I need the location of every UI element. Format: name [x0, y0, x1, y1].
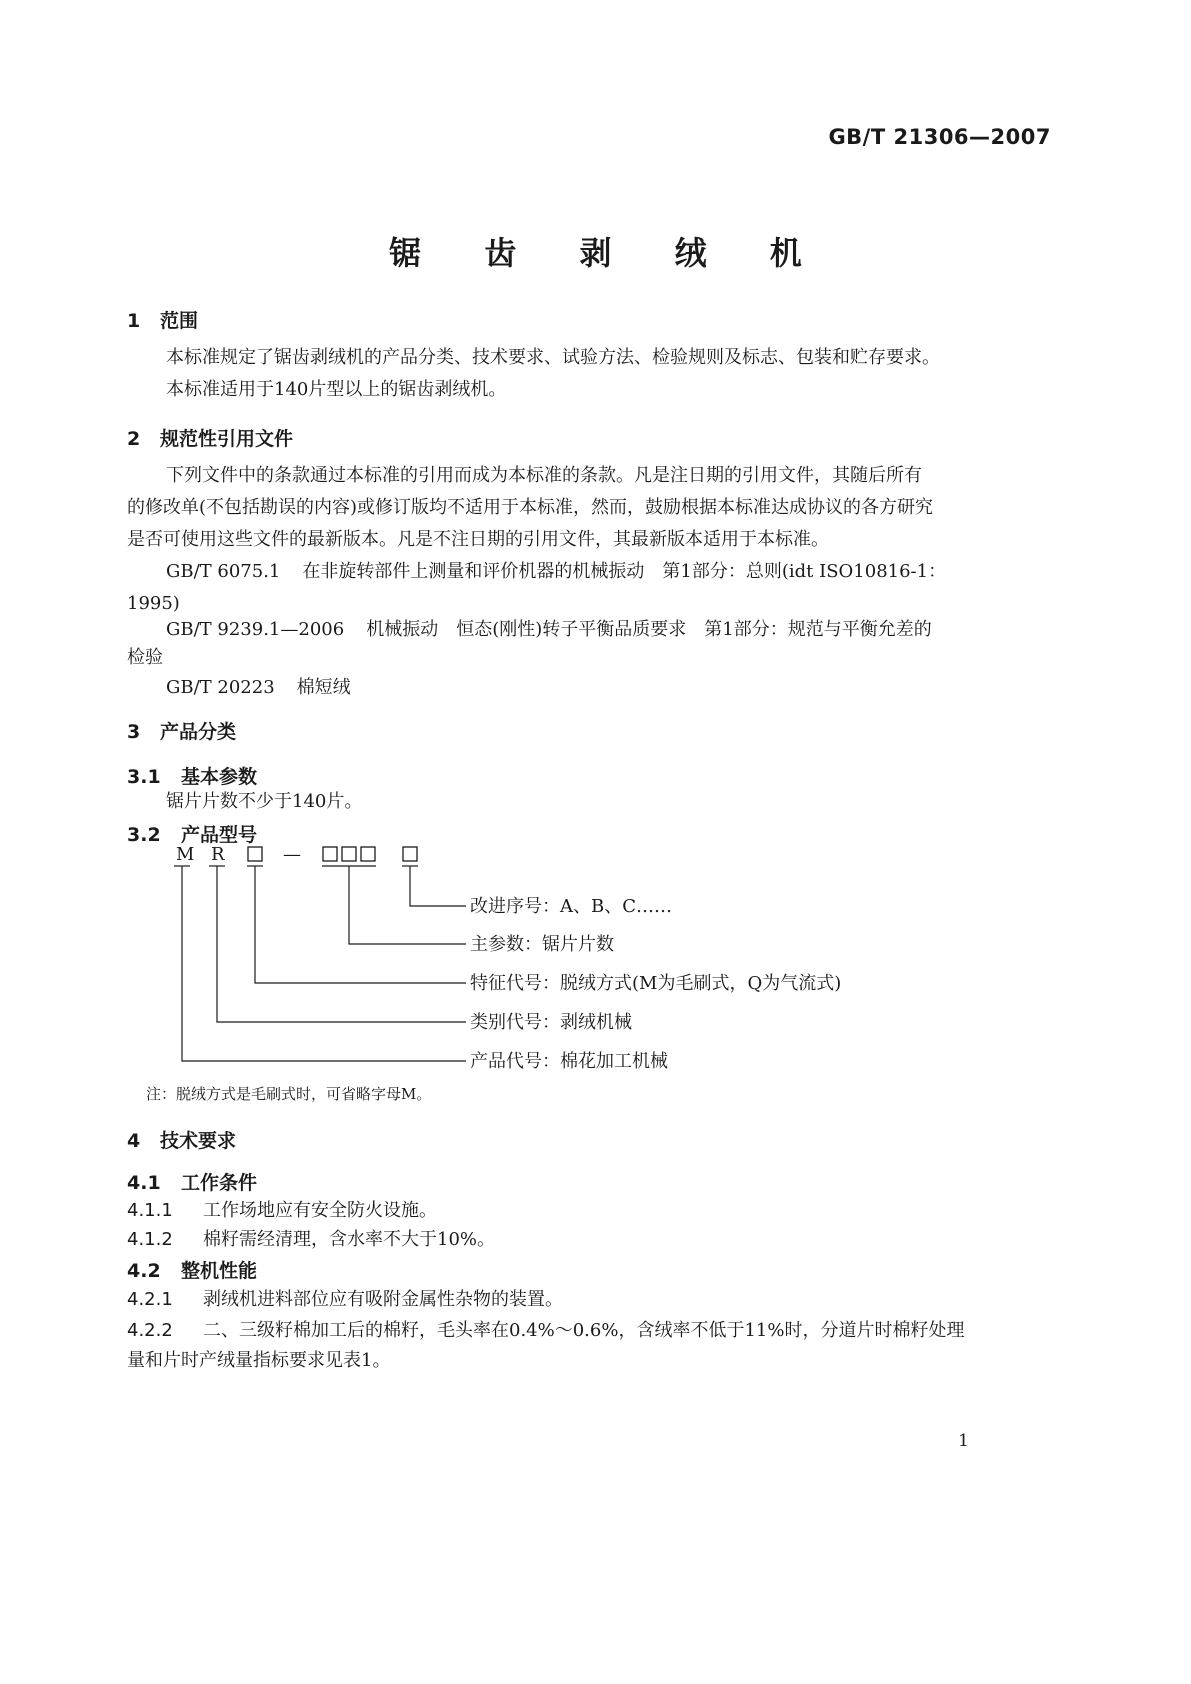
model-letter-r: R: [211, 844, 225, 865]
leader-line-main-param: [349, 866, 466, 944]
improvement-code-box: [403, 847, 417, 861]
subsection-number: 4.1: [127, 1172, 161, 1194]
diagram-note: 注：脱绒方式是毛刷式时，可省略字母M。: [146, 1085, 432, 1103]
reference-continuation: 检验: [127, 647, 163, 668]
label-main-parameter: 主参数：锯片片数: [470, 934, 614, 955]
subsection-4-1-heading: [127, 1168, 257, 1195]
reference-code: GB/T 9239.1—2006: [166, 619, 345, 640]
clause-text: 剥绒机进料部位应有吸附金属性杂物的装置。: [203, 1289, 563, 1310]
reference-title: 机械振动 恒态(刚性)转子平衡品质要求 第1部分：规范与平衡允差的: [366, 619, 932, 640]
subsection-number: 4.2: [127, 1260, 161, 1282]
clause: [127, 1196, 437, 1222]
section-number: 2: [127, 428, 141, 450]
paragraph: 本标准适用于140片型以上的锯齿剥绒机。: [166, 379, 507, 400]
paragraph-line: 是否可使用这些文件的最新版本。凡是不注日期的引用文件，其最新版本适用于本标准。: [127, 529, 829, 550]
clause-number: 4.2.1: [127, 1289, 173, 1310]
paragraph: 本标准规定了锯齿剥绒机的产品分类、技术要求、试验方法、检验规则及标志、包装和贮存要求。: [166, 347, 940, 368]
reference-code: GB/T 6075.1: [166, 561, 281, 582]
main-param-box: [342, 847, 356, 861]
clause: [127, 1225, 495, 1251]
reference-code: GB/T 20223: [166, 677, 275, 698]
subsection-number: 3.1: [127, 766, 161, 788]
section-title: 范围: [160, 310, 199, 332]
subsection-title: 基本参数: [181, 766, 258, 788]
section-number: 3: [127, 721, 141, 743]
leader-line-feature: [255, 866, 466, 983]
feature-code-box: [248, 847, 262, 861]
clause-number: 4.2.2: [127, 1320, 173, 1341]
clause: [127, 1285, 563, 1311]
reference-title: 在非旋转部件上测量和评价机器的机械振动 第1部分：总则(idt ISO10816-1：: [302, 561, 947, 582]
clause-text: 棉籽需经清理，含水率不大于10%。: [203, 1229, 496, 1250]
reference-title: 棉短绒: [296, 677, 351, 698]
document-title: 锯 齿 剥 绒 机: [389, 234, 828, 272]
subsection-title: 工作条件: [181, 1172, 258, 1194]
section-4-heading: [127, 1126, 236, 1153]
label-feature-code: 特征代号：脱绒方式(M为毛刷式，Q为气流式): [470, 973, 842, 994]
clause-continuation: 量和片时产绒量指标要求见表1。: [127, 1350, 391, 1371]
standard-number: GB/T 21306—2007: [828, 125, 1051, 149]
subsection-4-2-heading: [127, 1256, 257, 1283]
main-param-box: [323, 847, 337, 861]
paragraph-line: 的修改单(不包括勘误的内容)或修订版均不适用于本标准，然而，鼓励根据本标准达成协议的各方研究: [127, 497, 934, 518]
section-title: 规范性引用文件: [160, 428, 294, 450]
section-number: 1: [127, 310, 141, 332]
paragraph-line: 下列文件中的条款通过本标准的引用而成为本标准的条款。凡是注日期的引用文件，其随后所有: [166, 465, 922, 486]
clause: [127, 1316, 964, 1342]
leader-line-product: [182, 866, 466, 1061]
subsection-number: 3.2: [127, 824, 161, 846]
clause-text: 二、三级籽棉加工后的棉籽，毛头率在0.4%～0.6%，含绒率不低于11%时，分道片时棉籽处理: [203, 1320, 965, 1341]
model-dash: —: [283, 844, 301, 865]
page-number: 1: [958, 1431, 969, 1451]
reference-continuation: 1995): [127, 593, 180, 614]
subsection-title: 整机性能: [181, 1260, 258, 1282]
clause-number: 4.1.2: [127, 1229, 173, 1250]
main-param-box: [361, 847, 375, 861]
section-title: 技术要求: [160, 1130, 237, 1152]
section-number: 4: [127, 1130, 141, 1152]
clause-number: 4.1.1: [127, 1200, 173, 1221]
subsection-title: 产品型号: [181, 824, 258, 846]
label-category-code: 类别代号：剥绒机械: [470, 1012, 632, 1033]
section-title: 产品分类: [160, 721, 237, 743]
label-product-code: 产品代号：棉花加工机械: [470, 1051, 668, 1072]
label-improvement-code: 改进序号：A、B、C……: [470, 896, 672, 917]
model-letter-m: M: [176, 844, 195, 865]
paragraph: 锯片片数不少于140片。: [166, 791, 363, 812]
leader-line-improvement: [410, 866, 466, 906]
clause-text: 工作场地应有安全防火设施。: [203, 1200, 437, 1221]
